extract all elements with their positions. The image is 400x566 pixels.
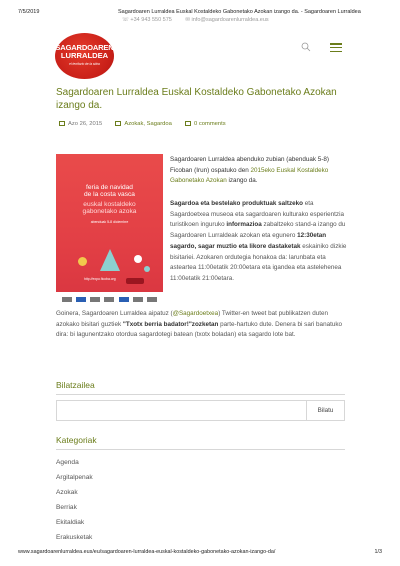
divider [56, 449, 345, 450]
category-item-agenda[interactable]: Agenda [56, 459, 79, 466]
poster-title-es [56, 184, 163, 198]
print-url: www.sagardoarenlurraldea.eus/eu/sagardoaren-lurraldea-euskal-kostaldeko-gabonetako-azokan-izango-da/ [18, 549, 276, 555]
article-text-bold: Sagardoa eta bestelako produktuak saltzeko [170, 200, 303, 207]
post-comments-link[interactable]: 0 comments [194, 121, 226, 127]
article-text-bold: "Txotx berria badator!"zozketan [122, 320, 219, 328]
divider [56, 394, 345, 395]
article-text: izango da. [226, 177, 258, 185]
article-text: eta Sagardoetxea museoa eta sagardoaren kulturako esperientzia turistikoen inguruko [170, 200, 344, 229]
print-page-number: 1/3 [374, 549, 382, 555]
poster-text: de la costa vasca [84, 191, 135, 198]
site-logo[interactable] [55, 33, 114, 79]
comment-icon [185, 121, 191, 126]
poster-text: feria de navidad [86, 184, 133, 191]
poster-text: gabonetako azoka [82, 208, 137, 215]
twitter-link[interactable]: @Sagardoetxea [172, 310, 219, 317]
folder-icon [115, 121, 121, 126]
search-icon[interactable] [301, 42, 311, 52]
logo-line-2: LURRALDEA [60, 51, 109, 60]
article-text-bold: informazioa [226, 221, 262, 229]
print-page-title: Sagardoaren Lurraldea Euskal Kostaldeko Gabonetako Azokan izango da. - Sagardoaren Lurraldea [118, 9, 361, 15]
post-title: Sagardoaren Lurraldea Euskal Kostaldeko Gabonetako Azokan izango da. [56, 87, 337, 111]
print-date: 7/5/2019 [18, 9, 40, 15]
post-date: Azo 26, 2015 [68, 121, 103, 127]
category-item-azokak[interactable]: Azokak [56, 489, 78, 497]
print-footer [18, 549, 382, 555]
christmas-tree-icon [100, 249, 120, 271]
search-button[interactable]: Bilatu [306, 401, 344, 420]
email-contact[interactable]: ✉ info@sagardoarenlurraldea.eus [185, 17, 269, 23]
email-address: info@sagardoarenlurraldea.eus [191, 17, 269, 23]
phone-contact[interactable]: ☏ +34 943 550 575 [122, 17, 172, 23]
car-icon [126, 278, 144, 284]
category-list [56, 455, 345, 546]
poster-url: http://expo.ficoba.org [84, 277, 116, 281]
fair-link[interactable]: 2015eko Euskal Kostaldeko Gabonetako Azokan [170, 166, 329, 185]
category-item-ekitaldiak[interactable]: Ekitaldiak [56, 519, 85, 527]
categories-widget-title: Kategoriak [56, 435, 97, 445]
category-item-argitalpenak[interactable]: Argitalpenak [56, 474, 93, 482]
post-categories-link[interactable]: Azokak, Sagardoa [124, 121, 172, 127]
ornament-icon [144, 266, 150, 272]
poster-dates: abenduak 5-8 diciembre [90, 220, 129, 224]
article-paragraph-1 [170, 155, 348, 187]
article-text: ) Twitter-en tweet bat publikatzen duten azokako bisitari guztiek [56, 310, 328, 328]
article-paragraph-2 [170, 199, 348, 285]
ornament-icon [134, 255, 142, 263]
event-poster-image [56, 154, 163, 306]
article-paragraph-3 [56, 309, 348, 341]
article-text: Goinera, Sagardoaren Lurraldea aipatuz ( [56, 310, 173, 317]
article-text: Sagardoaren Lurraldea abenduko zubian (abenduak 5-8) Ficoban (Irun) ospatuko den [170, 156, 329, 174]
poster-title-eu [56, 201, 163, 215]
hamburger-menu-icon[interactable] [330, 43, 342, 52]
logo-tagline: el territorio de la sidra [69, 62, 100, 66]
search-widget-title: Bilatzailea [56, 380, 95, 390]
article-text-bold: 12:30etan sagardo, sagar muztio eta likore dastaketak [170, 232, 327, 250]
calendar-icon [59, 121, 65, 126]
search-input[interactable] [57, 401, 307, 420]
ornament-icon [78, 257, 87, 266]
article-text: eskainiko dizkie bisitariei. Azokaren ordutegia honakoa da: larunbata eta asteartea 11:00etatik 20:00etara eta igandea eta astelehenea 11:00etatik 21:00etara. [170, 242, 347, 282]
category-item-berriak[interactable]: Berriak [56, 504, 77, 512]
article-text: parte-hartuko dute. Denera bi sari banatuko dira: bi lagunentzako otordua sagardotegi batean (txotx boladan) eta sagardo lote bat. [56, 320, 342, 339]
poster-text: euskal kostaldeko [83, 201, 136, 208]
logo-line-1: SAGARDOAREN [55, 43, 114, 52]
phone-number: +34 943 550 575 [130, 17, 172, 23]
search-form [56, 400, 345, 421]
article-text: zabaltzeko stand-a izango du Sagardoaren Lurraldeak azokan eta egunero [170, 221, 346, 240]
contact-topbar [122, 17, 281, 23]
post-meta [59, 121, 226, 127]
sponsor-logos [56, 292, 163, 306]
category-item-erakusketak[interactable]: Erakusketak [56, 534, 93, 542]
